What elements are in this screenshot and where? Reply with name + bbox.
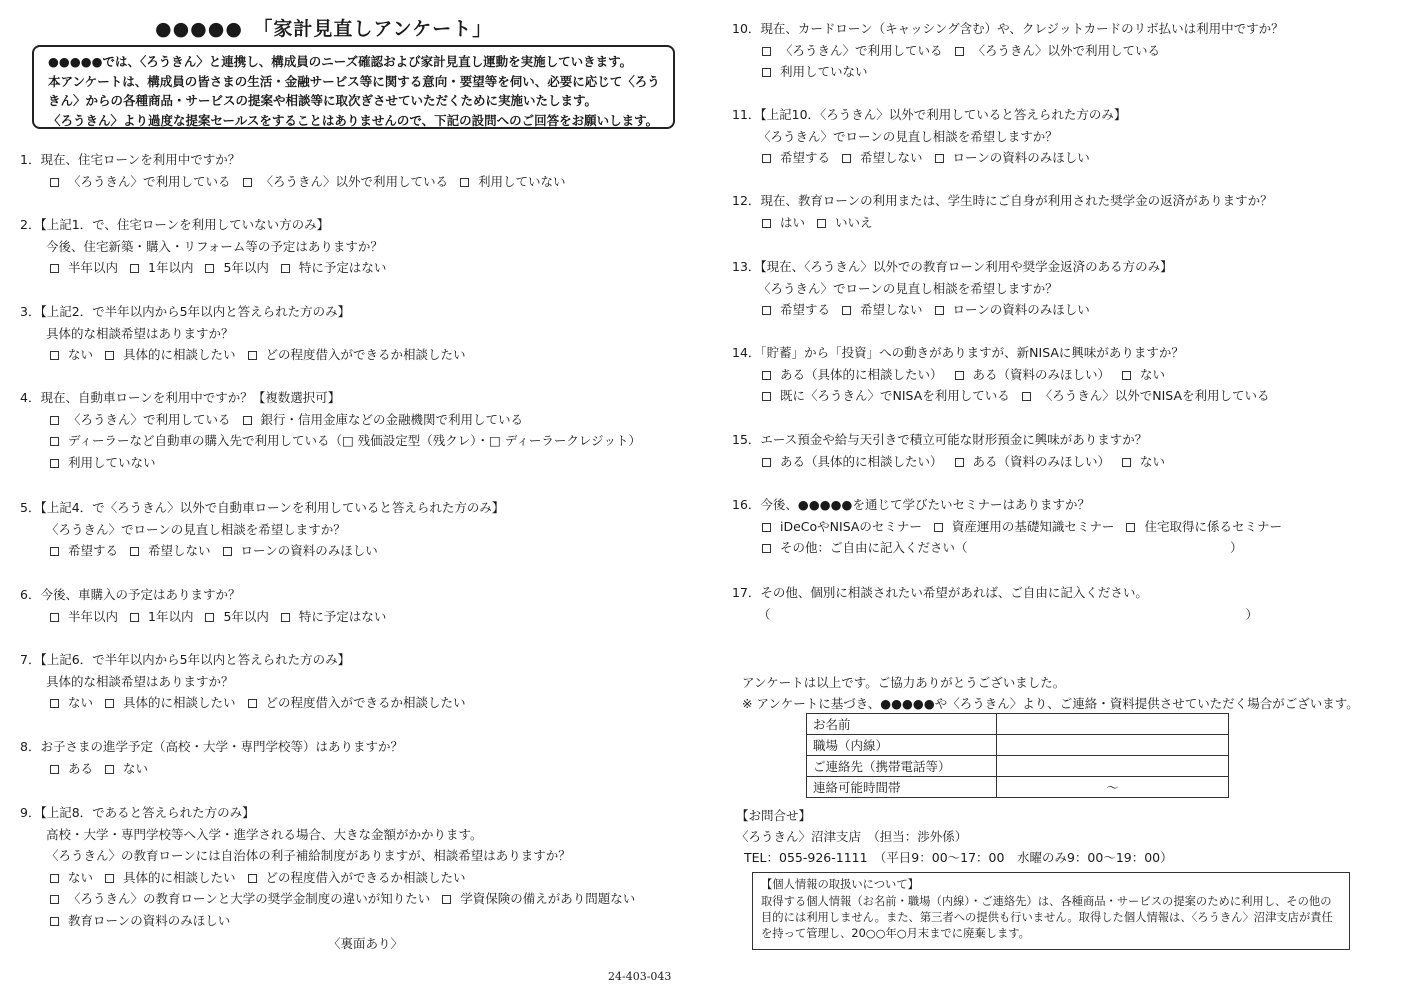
option-label: 〈ろうきん〉で利用している <box>68 173 231 189</box>
options-row <box>20 867 647 889</box>
question-text: 11．【上記10．〈ろうきん〉以外で利用していると答えられた方のみ】 <box>732 107 1127 122</box>
option-label: 銀行・信用金庫などの金融機関で利用している <box>260 411 524 427</box>
checkbox-icon[interactable] <box>50 178 59 187</box>
option-label: ある（資料のみほしい） <box>972 453 1111 469</box>
option-label: 資産運用の基礎知識セミナー <box>951 518 1115 534</box>
checkbox-icon[interactable] <box>50 416 59 425</box>
checkbox-icon[interactable] <box>762 68 771 77</box>
option-label: どの程度借入ができるか相談したい <box>265 695 466 711</box>
option-item[interactable] <box>935 299 1090 321</box>
option-item[interactable] <box>762 147 830 169</box>
options-row <box>20 430 653 452</box>
option-label: ある（資料のみほしい） <box>972 366 1111 382</box>
question-text: 15．エース預金や給与天引きで積立可能な財形預金に興味がありますか？ <box>732 432 1148 447</box>
question-q9 <box>20 802 647 932</box>
option-label: どの程度借入ができるか相談したい <box>265 347 466 363</box>
question-q15 <box>732 429 1177 472</box>
question-q10 <box>732 18 1284 83</box>
checkbox-icon[interactable] <box>248 874 257 883</box>
option-label: ない <box>1140 453 1166 469</box>
option-item[interactable] <box>248 692 466 714</box>
options-row <box>732 451 1177 473</box>
checkbox-icon[interactable] <box>248 699 257 708</box>
options-row <box>20 606 398 628</box>
option-label: ローンの資料のみほしい <box>952 302 1090 318</box>
inquiry-section <box>736 805 1173 868</box>
question-subtext: 〈ろうきん〉でローンの見直し相談を希望しますか？ <box>758 128 1058 144</box>
checkbox-icon[interactable] <box>50 917 59 926</box>
option-item[interactable] <box>50 692 93 714</box>
option-item[interactable] <box>50 430 641 452</box>
checkbox-icon[interactable] <box>842 154 851 163</box>
option-label: 半年以内 <box>68 608 119 624</box>
option-item[interactable] <box>934 516 1115 538</box>
privacy-notice-box <box>752 872 1350 950</box>
option-item[interactable] <box>130 540 211 562</box>
option-item[interactable] <box>762 451 943 473</box>
option-label: ない <box>123 760 149 776</box>
page-title: ●●●●● 「家計見直しアンケート」 <box>155 18 493 40</box>
option-item[interactable] <box>50 452 156 474</box>
checkbox-icon[interactable] <box>50 895 59 904</box>
option-label: 希望しない <box>860 302 923 318</box>
question-q17 <box>732 582 1258 625</box>
option-item[interactable] <box>842 147 923 169</box>
phone-label: ご連絡先（携帯電話等） <box>807 756 997 777</box>
question-subtext: 具体的な相談希望はありますか？ <box>46 325 234 341</box>
checkbox-icon[interactable] <box>205 613 214 622</box>
option-item[interactable] <box>105 692 236 714</box>
checkbox-icon[interactable] <box>762 392 771 401</box>
option-item[interactable] <box>842 299 923 321</box>
checkbox-icon[interactable] <box>50 351 59 360</box>
options-row <box>732 147 1126 169</box>
checkbox-icon[interactable] <box>105 699 114 708</box>
option-item[interactable] <box>1126 516 1282 538</box>
inquiry-tel: TEL：055-926-1111 （平日9：00～17：00 水曜のみ9：00～19：00） <box>744 850 1173 865</box>
intro-line: 〈ろうきん〉より過度な提案セールスをすることはありませんので、下記の設問へのご回答をお願いします。 <box>48 112 659 128</box>
privacy-body: 取得する個人情報（お名前・職場（内線）・ご連絡先）は、各種商品・サービスの提案のために利用し、その他の目的には利用しません。また、第三者への提供も行いません。取得した個人情報は、〈ろうきん〉沼津支店が責任を持って管理し、20○○年○月末までに廃棄します。 <box>761 895 1333 940</box>
options-row <box>20 758 403 780</box>
option-label: ローンの資料のみほしい <box>240 543 378 559</box>
option-item[interactable] <box>935 147 1090 169</box>
available-time-label: 連絡可能時間帯 <box>807 777 997 798</box>
checkbox-icon[interactable] <box>105 765 114 774</box>
option-label: 〈ろうきん〉で利用している <box>780 42 943 58</box>
option-label: 〈ろうきん〉以外でNISAを利用している <box>1039 388 1270 404</box>
checkbox-icon[interactable] <box>105 874 114 883</box>
inquiry-heading: 【お問合せ】 <box>736 808 812 823</box>
option-label: 半年以内 <box>68 260 119 276</box>
options-row <box>20 888 647 910</box>
phone-field[interactable] <box>997 756 1229 777</box>
option-label: 希望する <box>780 302 831 318</box>
question-subtext: 〈ろうきん〉でローンの見直し相談を希望しますか？ <box>758 280 1058 296</box>
option-item[interactable] <box>130 257 193 279</box>
option-item[interactable] <box>762 537 1243 559</box>
question-q8 <box>20 736 403 779</box>
option-item[interactable] <box>762 516 922 538</box>
option-label: 利用していない <box>780 64 868 80</box>
table-row <box>807 735 1229 756</box>
question-text: 6．今後、車購入の予定はありますか？ <box>20 587 241 602</box>
checkbox-icon[interactable] <box>442 895 451 904</box>
option-item[interactable] <box>223 540 378 562</box>
question-text: 14．「貯蓄」から「投資」への動きがありますが、新NISAに興味がありますか？ <box>732 345 1184 360</box>
question-text: 7．【上記6．で半年以内から5年以内と答えられた方のみ】 <box>20 652 351 667</box>
options-row <box>732 299 1173 321</box>
option-label: ある（具体的に相談したい） <box>780 453 943 469</box>
option-label: ない <box>68 347 94 363</box>
name-label: お名前 <box>807 714 997 735</box>
checkbox-icon[interactable] <box>50 264 59 273</box>
checkbox-icon[interactable] <box>935 154 944 163</box>
option-label: 具体的に相談したい <box>123 347 236 363</box>
question-subtext: 〈ろうきん〉でローンの見直し相談を希望しますか？ <box>46 521 346 537</box>
table-row <box>807 756 1229 777</box>
option-item[interactable] <box>50 606 118 628</box>
options-row <box>732 364 1282 386</box>
question-text: 16．今後、●●●●●を通じて学びたいセミナーはありますか？ <box>732 497 1090 512</box>
thanks-message: アンケートは以上です。ご協力ありがとうございました。 <box>742 675 1066 690</box>
question-subtext: 〈ろうきん〉の教育ローンには自治体の利子補給制度がありますが、相談希望はありますか？ <box>46 848 571 864</box>
checkbox-icon[interactable] <box>762 154 771 163</box>
option-item[interactable] <box>248 344 466 366</box>
table-row <box>807 714 1229 735</box>
option-item[interactable] <box>1122 451 1165 473</box>
checkbox-icon[interactable] <box>50 437 59 446</box>
option-item[interactable] <box>762 364 943 386</box>
option-label: ない <box>1140 366 1166 382</box>
option-item[interactable] <box>105 758 148 780</box>
contact-form-table <box>806 713 1229 798</box>
option-item[interactable] <box>817 212 873 234</box>
checkbox-icon[interactable] <box>935 306 944 315</box>
checkbox-icon[interactable] <box>762 458 771 467</box>
question-q4 <box>20 387 653 473</box>
option-item[interactable] <box>105 867 236 889</box>
question-q11 <box>732 104 1126 169</box>
question-q13 <box>732 256 1173 321</box>
options-row <box>20 257 398 279</box>
question-q5 <box>20 497 504 562</box>
question-q1 <box>20 149 578 192</box>
question-q7 <box>20 649 478 714</box>
question-q6 <box>20 584 398 627</box>
checkbox-icon[interactable] <box>817 219 826 228</box>
checkbox-icon[interactable] <box>243 416 252 425</box>
options-row <box>20 692 478 714</box>
option-item[interactable] <box>1122 364 1165 386</box>
checkbox-icon[interactable] <box>50 459 59 468</box>
option-item[interactable] <box>205 257 268 279</box>
option-label: 具体的に相談したい <box>123 869 236 885</box>
checkbox-icon[interactable] <box>934 523 943 532</box>
option-label: 特に予定はない <box>298 260 387 276</box>
option-label: 既に〈ろうきん〉でNISAを利用している <box>780 388 1010 404</box>
question-q2 <box>20 214 398 279</box>
option-item[interactable] <box>50 344 93 366</box>
option-item[interactable] <box>205 606 268 628</box>
checkbox-icon[interactable] <box>50 765 59 774</box>
option-item[interactable] <box>50 257 118 279</box>
option-label: 1年以内 <box>148 608 194 624</box>
privacy-title: 【個人情報の取扱いについて】 <box>761 878 919 891</box>
checkbox-icon[interactable] <box>762 371 771 380</box>
option-item[interactable] <box>50 540 118 562</box>
checkbox-icon[interactable] <box>955 458 964 467</box>
intro-line: きん〉からの各種商品・サービスの提案や相談等に取次ぎさせていただくために実施いたします。 <box>48 93 598 108</box>
option-item[interactable] <box>130 606 193 628</box>
checkbox-icon[interactable] <box>243 178 252 187</box>
option-item[interactable] <box>248 867 466 889</box>
checkbox-icon[interactable] <box>460 178 469 187</box>
option-item[interactable] <box>762 61 868 83</box>
checkbox-icon[interactable] <box>1122 458 1131 467</box>
option-label: ある（具体的に相談したい） <box>780 366 943 382</box>
checkbox-icon[interactable] <box>130 547 139 556</box>
back-note: 〈裏面あり〉 <box>328 936 404 951</box>
intro-line: ●●●●●では、〈ろうきん〉と連携し、構成員のニーズ確認および家計見直し運動を実施していきます。 <box>48 54 633 69</box>
option-label: 住宅取得に係るセミナー <box>1144 518 1282 534</box>
option-item[interactable] <box>281 257 387 279</box>
intro-box <box>32 45 675 129</box>
option-item[interactable] <box>762 299 830 321</box>
checkbox-icon[interactable] <box>1122 371 1131 380</box>
option-item[interactable] <box>50 910 230 932</box>
option-item[interactable] <box>762 212 805 234</box>
option-label: 希望する <box>780 150 831 166</box>
question-text: 12．現在、教育ローンの利用または、学生時にご自身が利用された奨学金の返済がありますか？ <box>732 193 1273 208</box>
question-text: 13．【現在、〈ろうきん〉以外での教育ローン利用や奨学金返済のある方のみ】 <box>732 259 1173 274</box>
option-label: 利用していない <box>478 173 566 189</box>
options-row <box>20 452 653 474</box>
checkbox-icon[interactable] <box>50 547 59 556</box>
option-item[interactable] <box>243 171 449 193</box>
option-label: 〈ろうきん〉で利用している <box>68 411 231 427</box>
question-text: 8．お子さまの進学予定（高校・大学・専門学校等）はありますか？ <box>20 739 403 754</box>
option-item[interactable] <box>460 171 566 193</box>
options-row <box>20 409 653 431</box>
options-row <box>732 537 1294 559</box>
question-subtext: 具体的な相談希望はありますか？ <box>46 673 234 689</box>
option-item[interactable] <box>442 888 635 910</box>
option-item[interactable] <box>762 40 943 62</box>
option-label: 教育ローンの資料のみほしい <box>68 912 231 928</box>
question-text: 1．現在、住宅ローンを利用中ですか？ <box>20 152 241 167</box>
option-item[interactable] <box>281 606 387 628</box>
question-text: 10．現在、カードローン（キャッシング含む）や、クレジットカードのリボ払いは利用中ですか？ <box>732 21 1284 36</box>
checkbox-icon[interactable] <box>205 264 214 273</box>
option-label: いいえ <box>835 214 873 230</box>
checkbox-icon[interactable] <box>762 523 771 532</box>
checkbox-icon[interactable] <box>281 613 290 622</box>
question-text: 3．【上記2．で半年以内から5年以内と答えられた方のみ】 <box>20 304 351 319</box>
option-label: 希望しない <box>860 150 923 166</box>
workplace-field[interactable] <box>997 735 1229 756</box>
checkbox-icon[interactable] <box>762 47 771 56</box>
option-item[interactable] <box>762 385 1010 407</box>
checkbox-icon[interactable] <box>762 306 771 315</box>
checkbox-icon[interactable] <box>223 547 232 556</box>
checkbox-icon[interactable] <box>762 544 771 553</box>
option-label: iDeCoやNISAのセミナー <box>780 518 922 534</box>
checkbox-icon[interactable] <box>50 874 59 883</box>
name-field[interactable] <box>997 714 1229 735</box>
option-label: 希望しない <box>148 543 211 559</box>
checkbox-icon[interactable] <box>105 351 114 360</box>
option-label: はい <box>780 214 806 230</box>
question-q16 <box>732 494 1294 559</box>
available-time-field[interactable]: ～ <box>997 777 1229 798</box>
inquiry-branch: 〈ろうきん〉沼津支店 （担当：渉外係） <box>736 829 968 844</box>
option-label: 希望する <box>68 543 119 559</box>
options-row <box>732 61 1284 83</box>
contact-notice: ※ アンケートに基づき、●●●●●や〈ろうきん〉より、ご連絡・資料提供させていただく場合がございます。 <box>742 696 1359 711</box>
question-text: 17．その他、個別に相談されたい希望があれば、ご自由に記入ください。 <box>732 585 1148 600</box>
intro-line: 本アンケートは、構成員の皆さまの生活・金融サービス等に関する意向・要望等を伺い、必要に応じて〈ろう <box>48 73 660 89</box>
checkbox-icon[interactable] <box>130 264 139 273</box>
question-text: 2．【上記1．で、住宅ローンを利用していない方のみ】 <box>20 217 330 232</box>
question-text: 9．【上記8．であると答えられた方のみ】 <box>20 805 255 820</box>
option-label: ローンの資料のみほしい <box>952 150 1090 166</box>
option-label: その他：ご自由に記入ください（ ） <box>780 540 1243 556</box>
option-label: 5年以内 <box>223 608 269 624</box>
question-text: 4．現在、自動車ローンを利用中ですか？【複数選択可】 <box>20 390 341 405</box>
options-row <box>732 212 1273 234</box>
options-row <box>732 385 1282 407</box>
option-item[interactable] <box>955 40 1161 62</box>
option-label: 〈ろうきん〉以外で利用している <box>972 42 1161 58</box>
option-label: 〈ろうきん〉以外で利用している <box>260 173 449 189</box>
option-label: ディーラーなど自動車の購入先で利用している（□ 残価設定型（残クレ）・□ ディーラークレジット） <box>68 433 642 449</box>
option-item[interactable] <box>243 409 524 431</box>
question-subtext: 今後、住宅新築・購入・リフォーム等の予定はありますか？ <box>46 238 383 254</box>
checkbox-icon[interactable] <box>248 351 257 360</box>
option-item[interactable] <box>50 758 93 780</box>
option-label: 具体的に相談したい <box>123 695 236 711</box>
option-item[interactable] <box>955 451 1111 473</box>
options-row <box>732 516 1294 538</box>
option-label: 5年以内 <box>223 260 269 276</box>
checkbox-icon[interactable] <box>50 699 59 708</box>
option-item[interactable] <box>105 344 236 366</box>
option-label: 学資保険の備えがあり問題ない <box>460 891 636 907</box>
options-row <box>20 540 504 562</box>
option-item[interactable] <box>50 171 231 193</box>
table-row <box>807 777 1229 798</box>
options-row <box>20 344 478 366</box>
option-item[interactable] <box>50 409 231 431</box>
options-row <box>20 910 647 932</box>
document-code: 24-403-043 <box>608 970 672 983</box>
option-item[interactable] <box>1022 385 1270 407</box>
checkbox-icon[interactable] <box>281 264 290 273</box>
checkbox-icon[interactable] <box>842 306 851 315</box>
question-text: 5．【上記4．で〈ろうきん〉以外で自動車ローンを利用していると答えられた方のみ】 <box>20 500 505 515</box>
question-subtext: （ ） <box>758 606 1259 622</box>
workplace-label: 職場（内線） <box>807 735 997 756</box>
option-label: ない <box>68 869 94 885</box>
option-label: ない <box>68 695 94 711</box>
option-item[interactable] <box>50 867 93 889</box>
question-q14 <box>732 342 1282 407</box>
thanks-section <box>742 672 1359 714</box>
checkbox-icon[interactable] <box>1126 523 1135 532</box>
option-label: 〈ろうきん〉の教育ローンと大学の奨学金制度の違いが知りたい <box>68 891 431 907</box>
checkbox-icon[interactable] <box>762 219 771 228</box>
checkbox-icon[interactable] <box>130 613 139 622</box>
option-label: 特に予定はない <box>298 608 387 624</box>
checkbox-icon[interactable] <box>50 613 59 622</box>
option-label: どの程度借入ができるか相談したい <box>265 869 466 885</box>
question-q3 <box>20 301 478 366</box>
options-row <box>732 40 1284 62</box>
options-row <box>20 171 578 193</box>
option-label: ある <box>68 760 94 776</box>
option-label: 1年以内 <box>148 260 194 276</box>
option-label: 利用していない <box>68 454 156 470</box>
checkbox-icon[interactable] <box>1022 392 1031 401</box>
question-subtext: 高校・大学・専門学校等へ入学・進学される場合、大きな金額がかかります。 <box>46 826 483 842</box>
option-item[interactable] <box>50 888 430 910</box>
checkbox-icon[interactable] <box>955 371 964 380</box>
checkbox-icon[interactable] <box>955 47 964 56</box>
question-q12 <box>732 190 1273 233</box>
option-item[interactable] <box>955 364 1111 386</box>
